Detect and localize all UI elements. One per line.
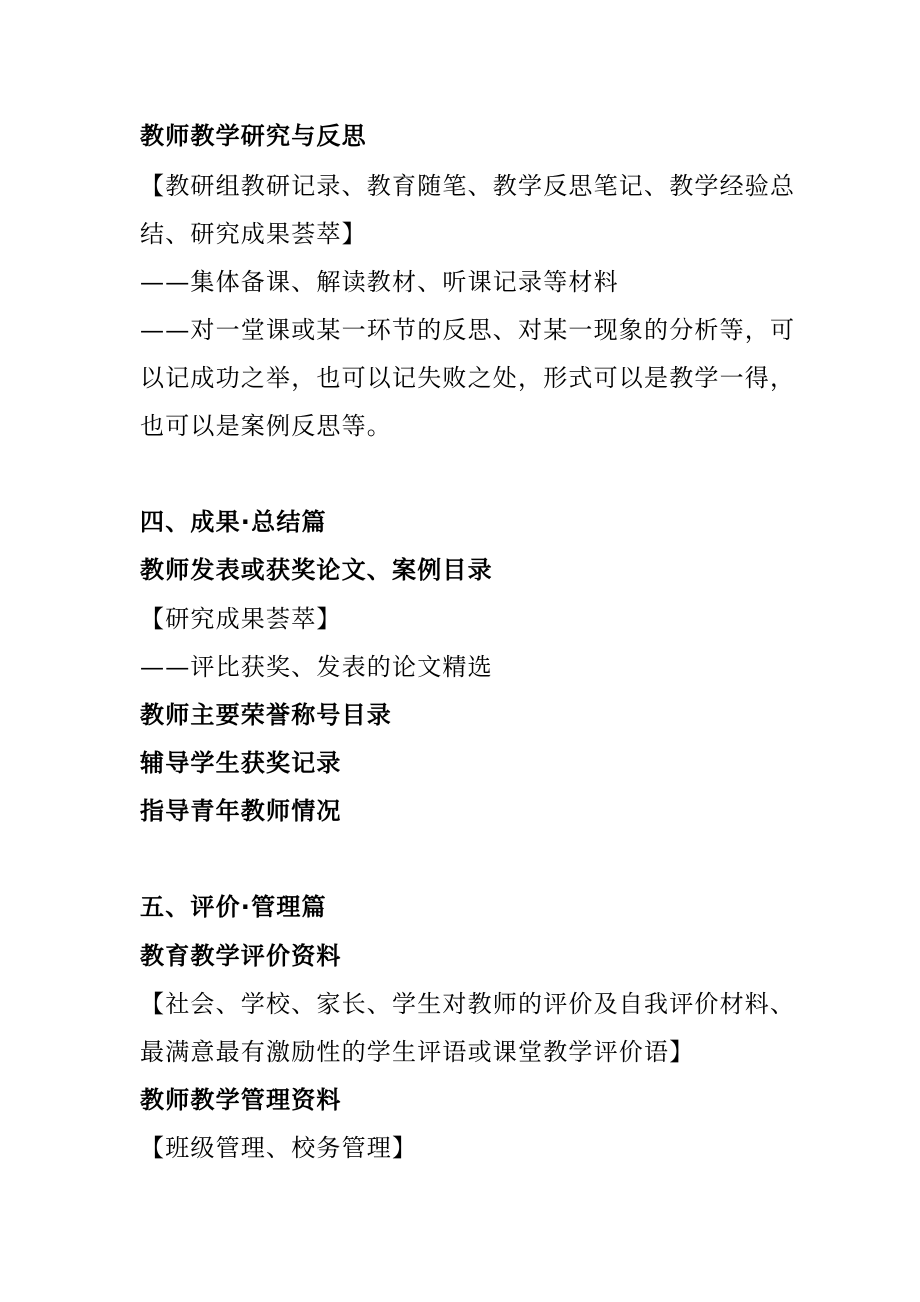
dash-reflection-line1: ——对一堂课或某一环节的反思、对某一现象的分析等，可 xyxy=(140,316,796,344)
bracket-research-results: 【研究成果荟萃】 xyxy=(140,605,342,633)
bracket-research-materials-line1: 【教研组教研记录、教育随笔、教学反思笔记、教学经验总 xyxy=(140,172,796,200)
dash-reflection-line3: 也可以是案例反思等。 xyxy=(140,412,392,440)
bracket-management: 【班级管理、校务管理】 xyxy=(140,1134,418,1162)
bracket-evaluation-line2: 最满意最有激励性的学生评语或课堂教学评价语】 xyxy=(140,1038,695,1066)
heading-teaching-research: 教师教学研究与反思 xyxy=(140,122,367,150)
bracket-research-materials-line2: 结、研究成果荟萃】 xyxy=(140,220,367,248)
dash-collective-lesson-prep: ——集体备课、解读教材、听课记录等材料 xyxy=(140,268,619,296)
heading-honors-catalog: 教师主要荣誉称号目录 xyxy=(140,701,392,729)
dash-award-papers: ——评比获奖、发表的论文精选 xyxy=(140,653,493,681)
bracket-evaluation-line1: 【社会、学校、家长、学生对教师的评价及自我评价材料、 xyxy=(140,990,796,1018)
heading-evaluation-materials: 教育教学评价资料 xyxy=(140,942,342,970)
heading-student-awards: 辅导学生获奖记录 xyxy=(140,749,342,777)
section-title-evaluation: 五、评价·管理篇 xyxy=(140,893,327,921)
dash-reflection-line2: 以记成功之举，也可以记失败之处，形式可以是教学一得， xyxy=(140,364,796,392)
section-title-achievements: 四、成果·总结篇 xyxy=(140,508,327,536)
heading-mentoring-young-teachers: 指导青年教师情况 xyxy=(140,797,342,825)
heading-management-materials: 教师教学管理资料 xyxy=(140,1086,342,1114)
heading-papers-catalog: 教师发表或获奖论文、案例目录 xyxy=(140,556,493,584)
